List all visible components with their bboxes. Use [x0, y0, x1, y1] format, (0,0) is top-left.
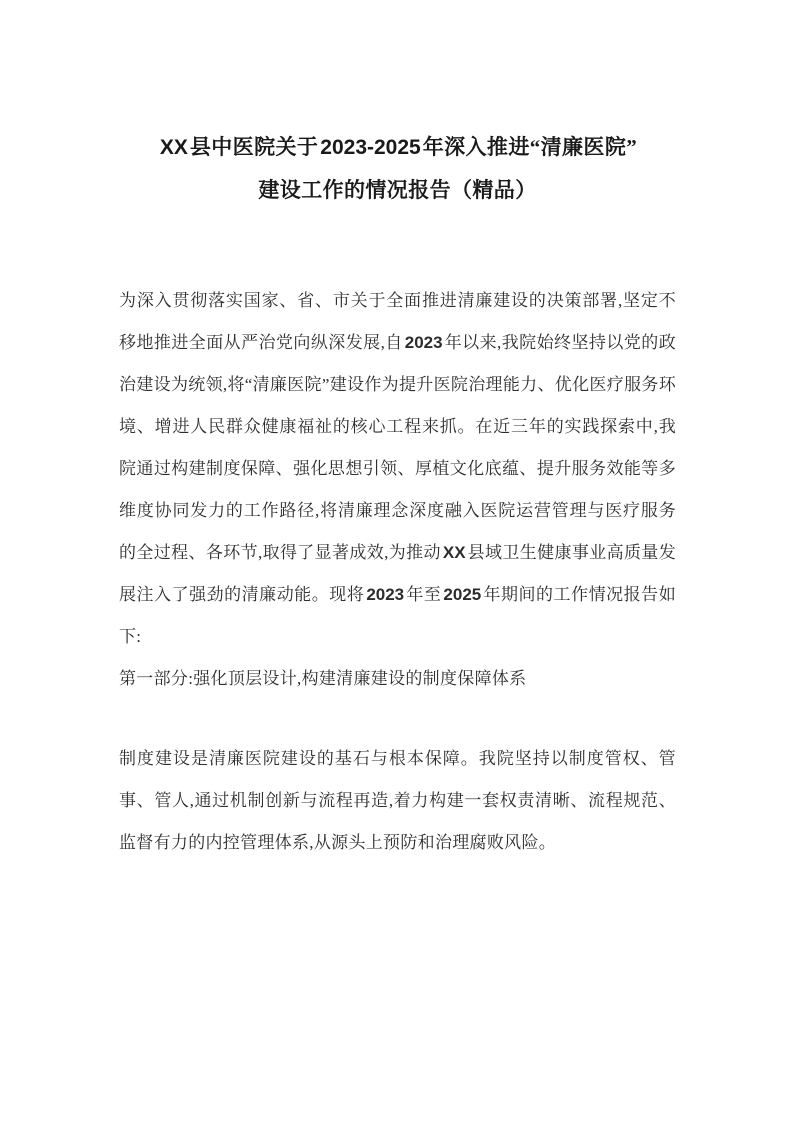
title-line-2: 建设工作的情况报告（精品） — [258, 178, 537, 202]
document-content — [119, 0, 676, 864]
title-line-1-part-1: 县中医院关于 — [189, 135, 319, 159]
intro-segment-4: 年至 — [406, 585, 442, 604]
page-title — [119, 0, 676, 212]
intro-segment-2: 年以来,我院始终坚持以党的政治建设为统领,将“清廉医院”建设作为提升医院治理能力、优化医疗服务环境、增进人民群众健康福祉的核心工程来抓。在近三年的实践探索中,我院通过构建制度保障、强化思想引领、厚植文化底蕴、提升服务效能等多维度协同发力的工作路径,将清廉理念深度融入医院运营管理与医疗服务的全过程、各环节,取得了显著成效,为推动 — [119, 333, 676, 562]
title-year-range: 2023-2025 — [320, 136, 421, 159]
intro-segment-3: 县域卫生健康事业高质量发展注入了强劲的清廉动能。现将 — [119, 543, 677, 604]
intro-year-2023-second: 2023 — [366, 585, 405, 604]
intro-segment-5: 年期间的工作情况报告如下: — [119, 585, 676, 646]
intro-county-code: XX — [442, 543, 466, 562]
title-line-1 — [119, 126, 676, 169]
section-heading-part-one: 第一部分:强化顶层设计,构建清廉建设的制度保障体系 — [119, 669, 527, 688]
title-org-code: XX — [159, 136, 188, 159]
title-line-1-part-2: 年深入推进“清廉医院” — [422, 135, 638, 159]
intro-segment-1: 为深入贯彻落实国家、省、市关于全面推进清廉建设的决策部署,坚定不移地推进全面从严治党向纵深发展,自 — [119, 291, 676, 352]
intro-year-2023-first: 2023 — [404, 333, 443, 352]
intro-year-2025: 2025 — [443, 585, 482, 604]
section-paragraph-part-one: 制度建设是清廉医院建设的基石与根本保障。我院坚持以制度管权、管事、管人,通过机制创新与流程再造,着力构建一套权责清晰、流程规范、监督有力的内控管理体系,从源头上预防和治理腐败风险。 — [119, 749, 676, 852]
intro-paragraph — [119, 280, 676, 658]
